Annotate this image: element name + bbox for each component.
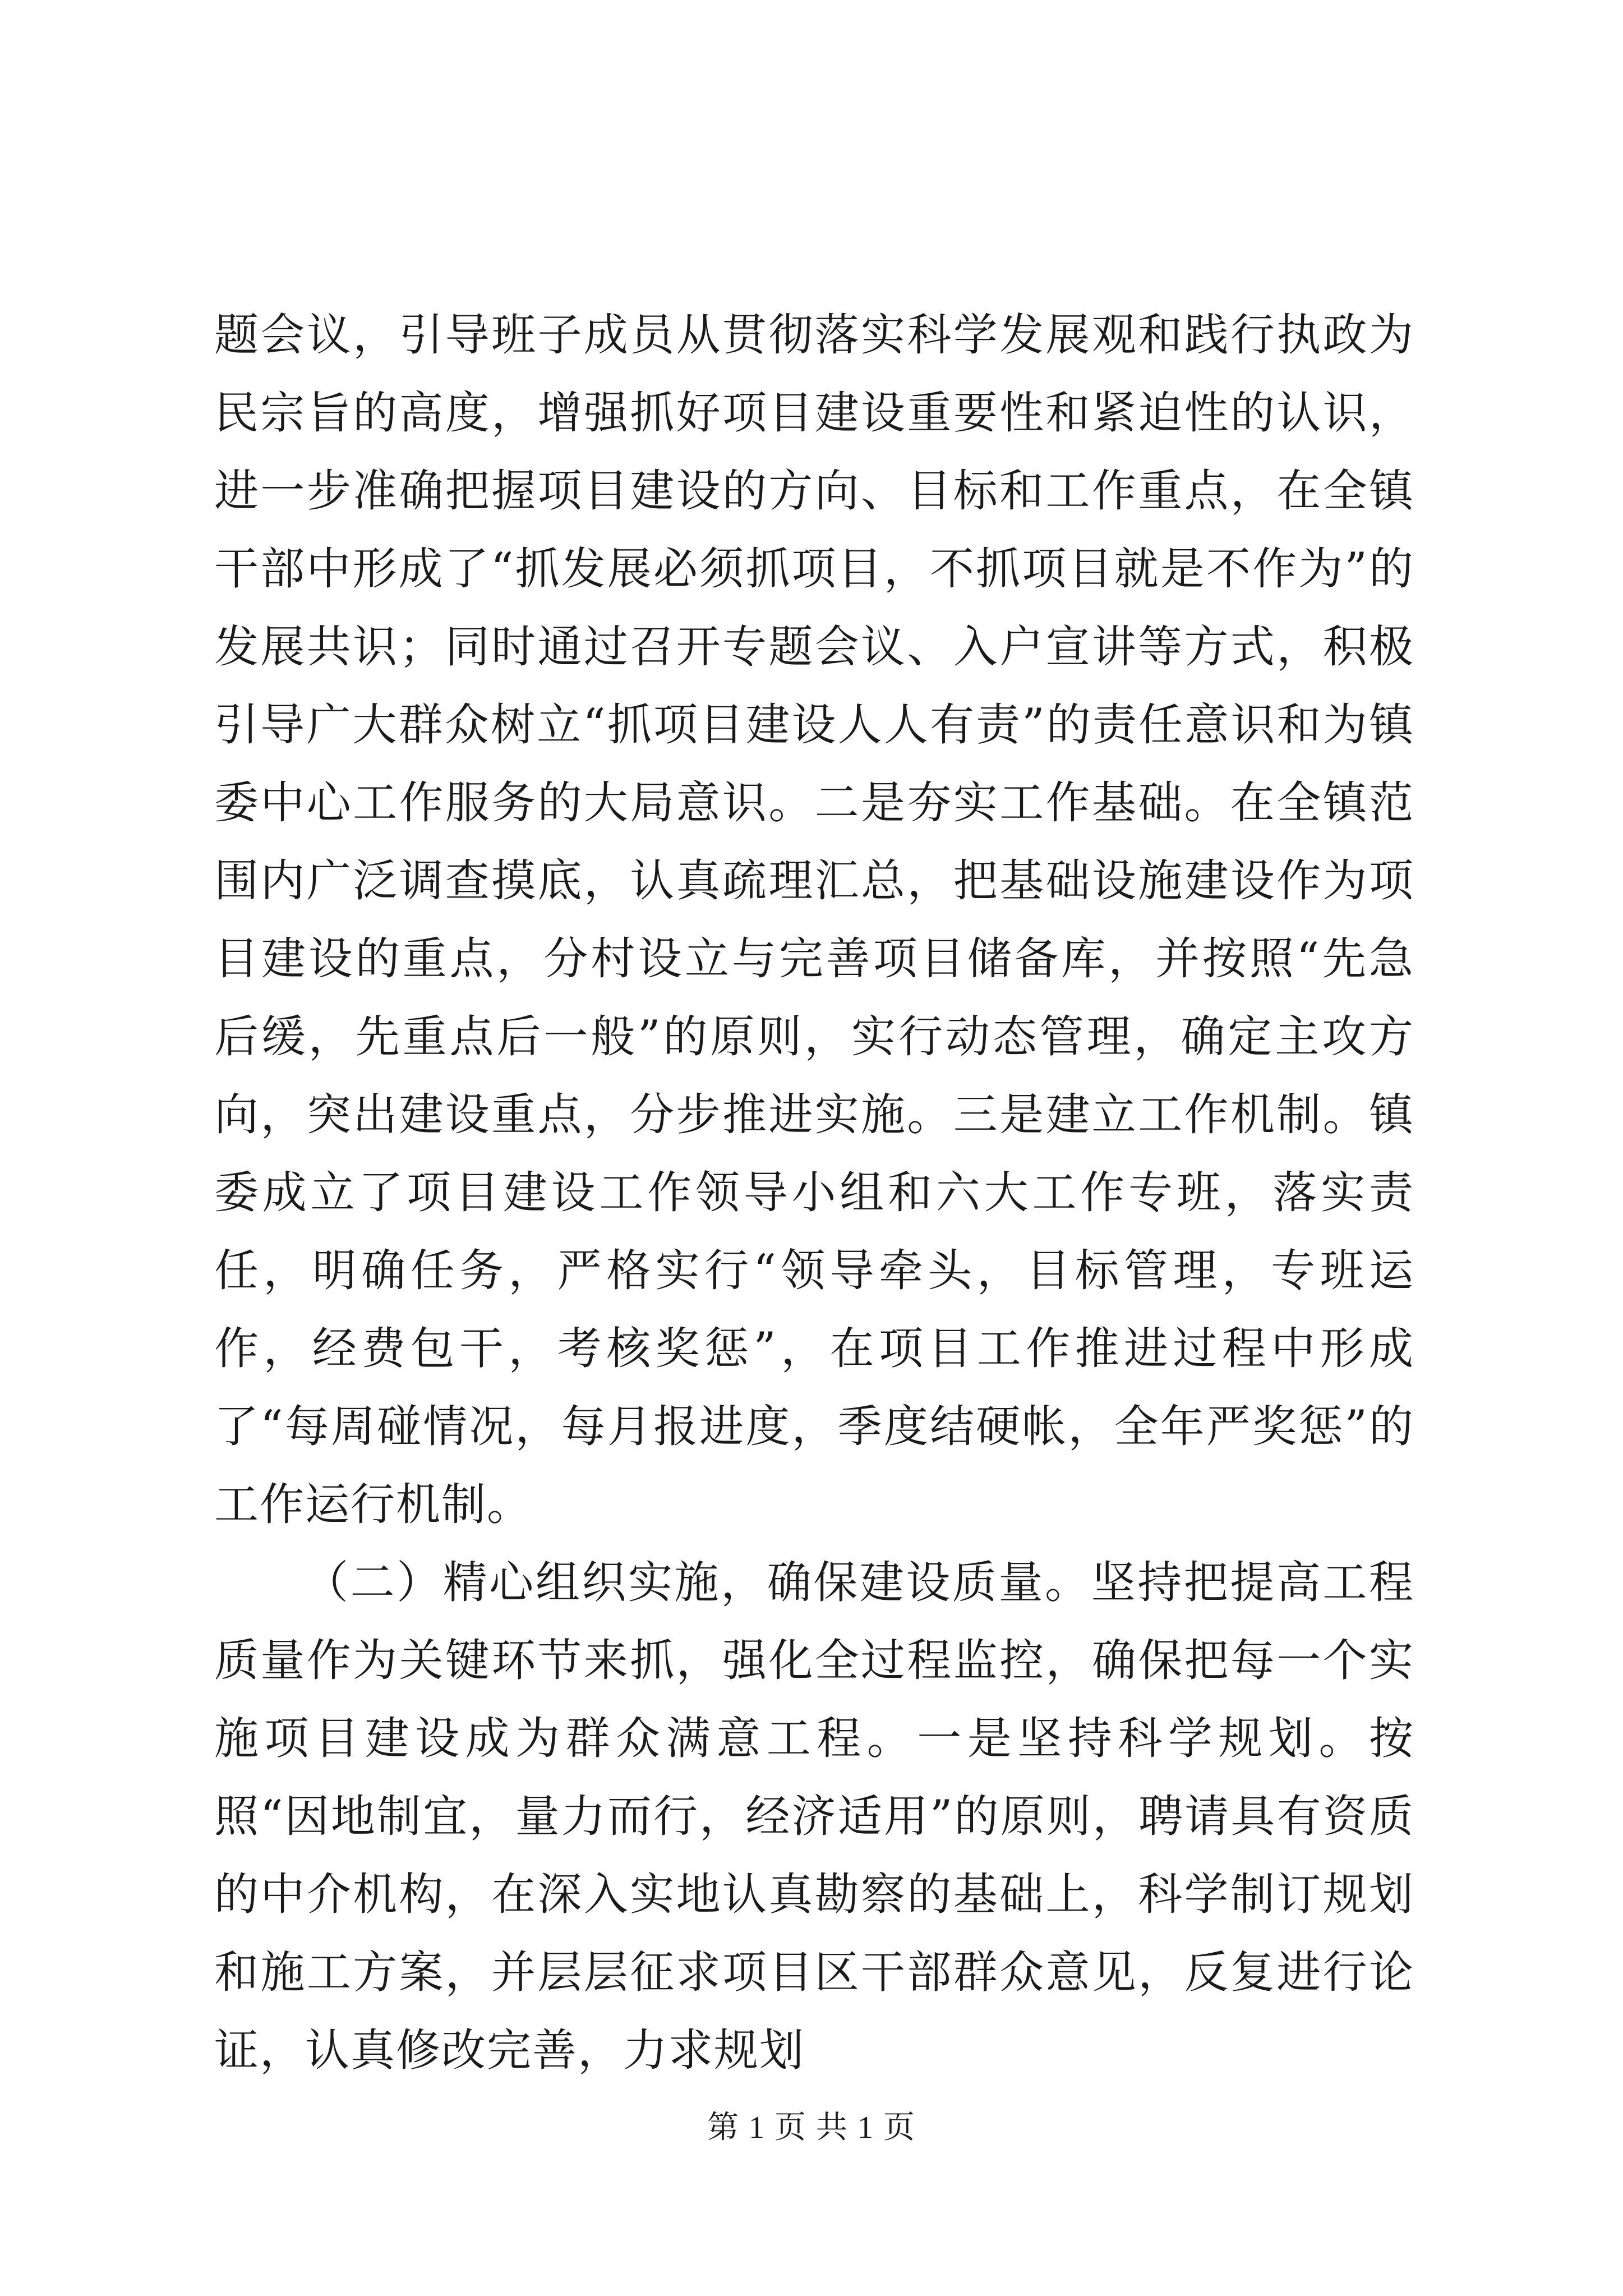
paragraph-section-two: （二）精心组织实施，确保建设质量。坚持把提高工程质量作为关键环节来抓，强化全过程监控，确保把每一个实施项目建设成为群众满意工程。一是坚持科学规划。按照“因地制宜，量力而行，经济适用”的原则，聘请具有资质的中介机构，在深入实地认真勘察的基础上，科学制订规划和施工方案，并层层征求项目区干部群众意见，反复进行论证，认真修改完善，力求规划 [214, 1557, 1414, 2076]
page-footer: 第 1 页 共 1 页 [707, 2110, 916, 2145]
document-body [214, 296, 1414, 2090]
paragraph-continued: 题会议，引导班子成员从贯彻落实科学发展观和践行执政为民宗旨的高度，增强抓好项目建设重要性和紧迫性的认识，进一步准确把握项目建设的方向、目标和工作重点，在全镇干部中形成了“抓发展必须抓项目，不抓项目就是不作为”的发展共识；同时通过召开专题会议、入户宣讲等方式，积极引导广大群众树立“抓项目建设人人有责”的责任意识和为镇委中心工作服务的大局意识。二是夯实工作基础。在全镇范围内广泛调查摸底，认真疏理汇总，把基础设施建设作为项目建设的重点，分村设立与完善项目储备库，并按照“先急后缓，先重点后一般”的原则，实行动态管理，确定主攻方向，突出建设重点，分步推进实施。三是建立工作机制。镇委成立了项目建设工作领导小组和六大工作专班，落实责任，明确任务，严格实行“领导牵头，目标管理，专班运作，经费包干，考核奖惩”，在项目工作推进过程中形成了“每周碰情况，每月报进度，季度结硬帐，全年严奖惩”的工作运行机制。 [214, 309, 1414, 1530]
